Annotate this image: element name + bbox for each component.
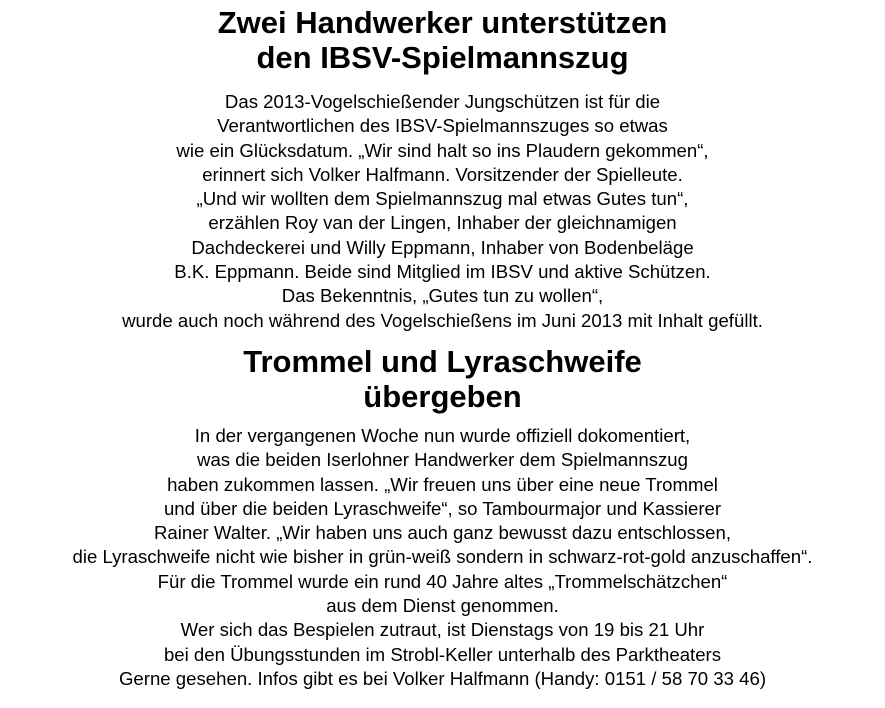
paragraph-line: erzählen Roy van der Lingen, Inhaber der gleichnamigen [208,212,677,234]
paragraph-line: „Und wir wollten dem Spielmannszug mal etwas Gutes tun“, [196,188,689,210]
headline-main-line: den IBSV-Spielmannszug [256,40,629,75]
paragraph-line: Rainer Walter. „Wir haben uns auch ganz bewusst dazu entschlossen, [153,522,732,544]
paragraph-line: B.K. Eppmann. Beide sind Mitglied im IBSV und aktive Schützen. [174,261,711,283]
paragraph-line: und über die beiden Lyraschweife“, so Tambourmajor und Kassierer [163,497,722,519]
paragraph-line: haben zukommen lassen. „Wir freuen uns über eine neue Trommel [167,473,718,495]
headline-main-line: Zwei Handwerker unterstützen [217,5,668,40]
headline-main [0,5,885,75]
paragraph-line: Gerne gesehen. Infos gibt es bei Volker Halfmann (Handy: 0151 / 58 70 33 46) [118,667,767,689]
paragraph-line: Verantwortlichen des IBSV-Spielmannszuges so etwas [217,115,668,137]
paragraph-line: erinnert sich Volker Halfmann. Vorsitzender der Spielleute. [202,163,683,185]
paragraph-line: Das 2013-Vogelschießender Jungschützen ist für die [224,91,661,112]
paragraph-line: In der vergangenen Woche nun wurde offiziell dokomentiert, [194,425,691,446]
paragraph-line: bei den Übungsstunden im Strobl-Keller unterhalb des Parktheaters [163,643,722,665]
paragraph-line: Für die Trommel wurde ein rund 40 Jahre altes „Trommelschätzchen“ [157,570,728,592]
headline-secondary-line: übergeben [363,379,522,414]
paragraph-line: wie ein Glücksdatum. „Wir sind halt so ins Plaudern gekommen“, [176,139,709,161]
paragraph-intro [0,90,885,333]
paragraph-line: wurde auch noch während des Vogelschießens im Juni 2013 mit Inhalt gefüllt. [122,309,763,331]
paragraph-line: was die beiden Iserlohner Handwerker dem Spielmannszug [197,449,688,471]
headline-secondary [0,344,885,414]
paragraph-line: Das Bekenntnis, „Gutes tun zu wollen“, [281,285,604,307]
paragraph-line: Dachdeckerei und Willy Eppmann, Inhaber von Bodenbeläge [191,236,694,258]
paragraph-line: aus dem Dienst genommen. [326,595,559,617]
paragraph-body [0,424,885,691]
paragraph-line: Wer sich das Bespielen zutraut, ist Dienstags von 19 bis 21 Uhr [180,619,705,641]
paragraph-line: die Lyraschweife nicht wie bisher in grün-weiß sondern in schwarz-rot-gold anzuschaffen“. [72,546,813,568]
headline-secondary-line: Trommel und Lyraschweife [243,344,642,379]
